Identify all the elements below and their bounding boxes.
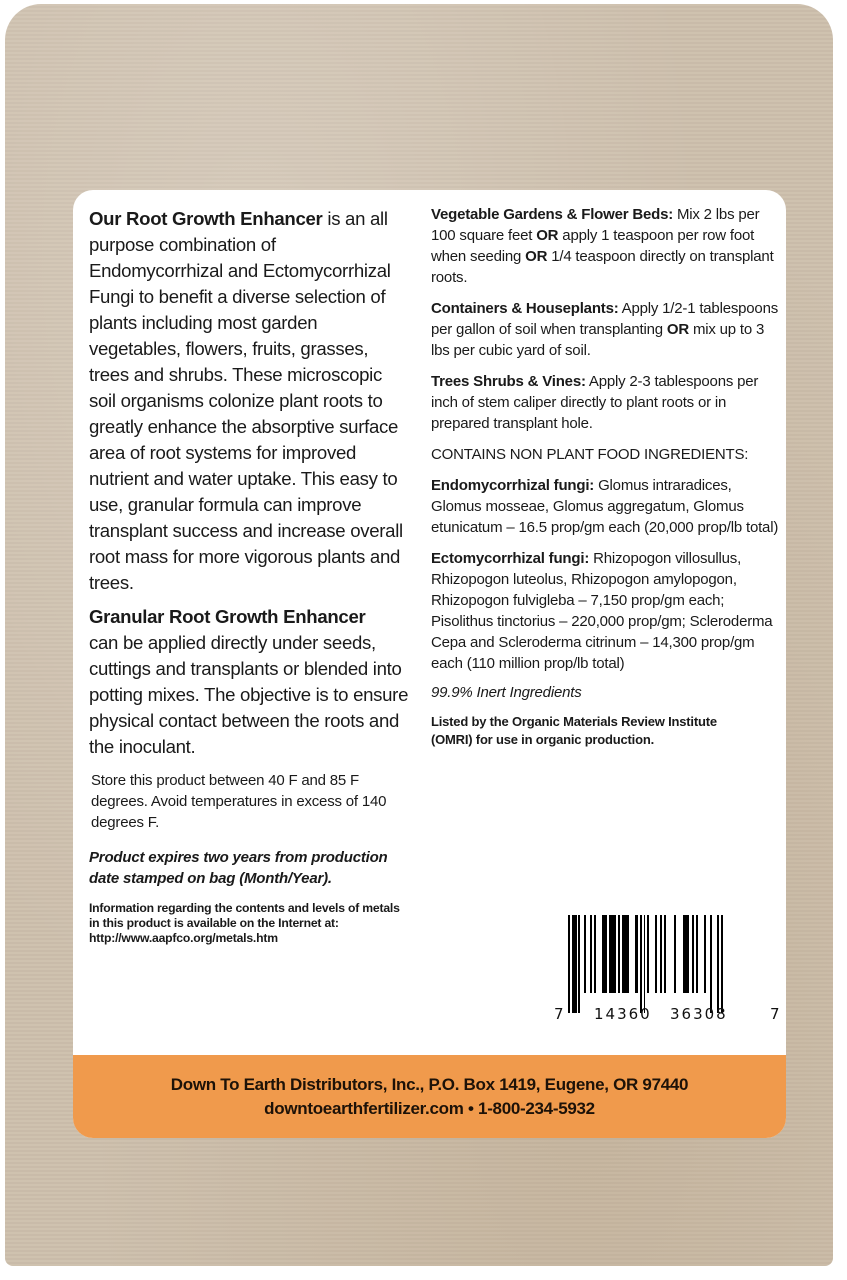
ecto-label: Ectomycorrhizal fungi:: [431, 550, 590, 567]
text: Apply 1/2-1 tablespoons per gallon of soil when transplanting: [431, 300, 779, 338]
text: mix up to 3 lbs per cubic yard of soil.: [431, 321, 765, 359]
left-column: [89, 190, 411, 946]
endo-body: Glomus intraradices, Glomus mosseae, Glomus aggregatum, Glomus etunicatum – 16.5 prop/gm each (20,000 prop/lb total): [431, 477, 779, 536]
or-emphasis: OR: [525, 248, 548, 265]
intro-lead: Our Root Growth Enhancer: [89, 208, 323, 229]
ecto-body: Rhizopogon villosullus, Rhizopogon luteolus, Rhizopogon amylopogon, Rhizopogon fulvigleba – 7,150 prop/gm each; Pisolithus tinctorius – 220,000 prop/gm; Scleroderma Cepa and Scleroderma citrinum – 14,300 prop/gm each (110 million prop/lb total): [431, 550, 773, 672]
vegetable-label: Vegetable Gardens & Flower Beds:: [431, 206, 674, 223]
omri-statement: Listed by the Organic Materials Review Institute (OMRI) for use in organic production.: [431, 714, 717, 747]
or-emphasis: OR: [666, 321, 689, 338]
intro-body: is an all purpose combination of Endomycorrhizal and Ectomycorrhizal Fungi to benefit a diverse selection of plants including most garden vegetables, flowers, fruits, grasses, trees and shrubs. These microscopic soil organisms colonize plant roots to greatly enhance the absorptive surface area of root systems for improved nutrient and water uptake. This easy to use, granular formula can improve transplant success and increase overall root mass for more vigorous plants and trees.: [89, 208, 403, 593]
expiry-text: Product expires two years from production date stamped on bag (Month/Year).: [89, 849, 388, 887]
or-emphasis: OR: [536, 227, 559, 244]
endo-ingredients: [431, 475, 781, 538]
barcode-group-1: 14360: [594, 1005, 652, 1023]
text: apply 1 teaspoon per row foot when seeding: [431, 227, 755, 265]
endo-label: Endomycorrhizal fungi:: [431, 477, 595, 494]
right-column: [431, 190, 781, 749]
distributor-address: Down To Earth Distributors, Inc., P.O. Box 1419, Eugene, OR 97440: [170, 1075, 689, 1094]
inert-ingredients: 99.9% Inert Ingredients: [431, 684, 582, 701]
vegetable-instructions: [431, 204, 781, 288]
granular-body: can be applied directly under seeds, cuttings and transplants or blended into potting mixes. The objective is to ensure physical contact between the roots and the inoculant.: [89, 632, 409, 757]
ecto-ingredients: [431, 548, 781, 674]
distributor-footer: [73, 1055, 786, 1138]
containers-label: Containers & Houseplants:: [431, 300, 619, 317]
barcode-group-2: 36308: [670, 1005, 728, 1023]
barcode-bars: [562, 915, 752, 1015]
upc-barcode: [554, 915, 780, 1023]
intro-paragraph: [89, 206, 411, 596]
storage-text: Store this product between 40 F and 85 F degrees. Avoid temperatures in excess of 140 degrees F.: [91, 772, 387, 831]
text: Apply 2-3 tablespoons per inch of stem caliper directly to plant roots or in prepared transplant hole.: [431, 373, 759, 432]
metals-info-text: Information regarding the contents and levels of metals in this product is available on the Internet at: http://www.aapfco.org/metals.htm: [89, 901, 400, 945]
product-label: [73, 190, 786, 1138]
text: Mix 2 lbs per 100 square feet: [431, 206, 760, 244]
contains-heading: CONTAINS NON PLANT FOOD INGREDIENTS:: [431, 446, 749, 463]
trees-label: Trees Shrubs & Vines:: [431, 373, 586, 390]
granular-heading: Granular Root Growth Enhancer: [89, 606, 366, 627]
granular-paragraph: [89, 604, 411, 760]
text: 1/4 teaspoon directly on transplant roots.: [431, 248, 774, 286]
barcode-right-digit: 7: [770, 1005, 780, 1023]
containers-instructions: [431, 298, 781, 361]
trees-instructions: [431, 371, 781, 434]
distributor-contact: downtoearthfertilizer.com • 1-800-234-5932: [264, 1099, 595, 1118]
barcode-left-digit: 7: [554, 1005, 564, 1023]
